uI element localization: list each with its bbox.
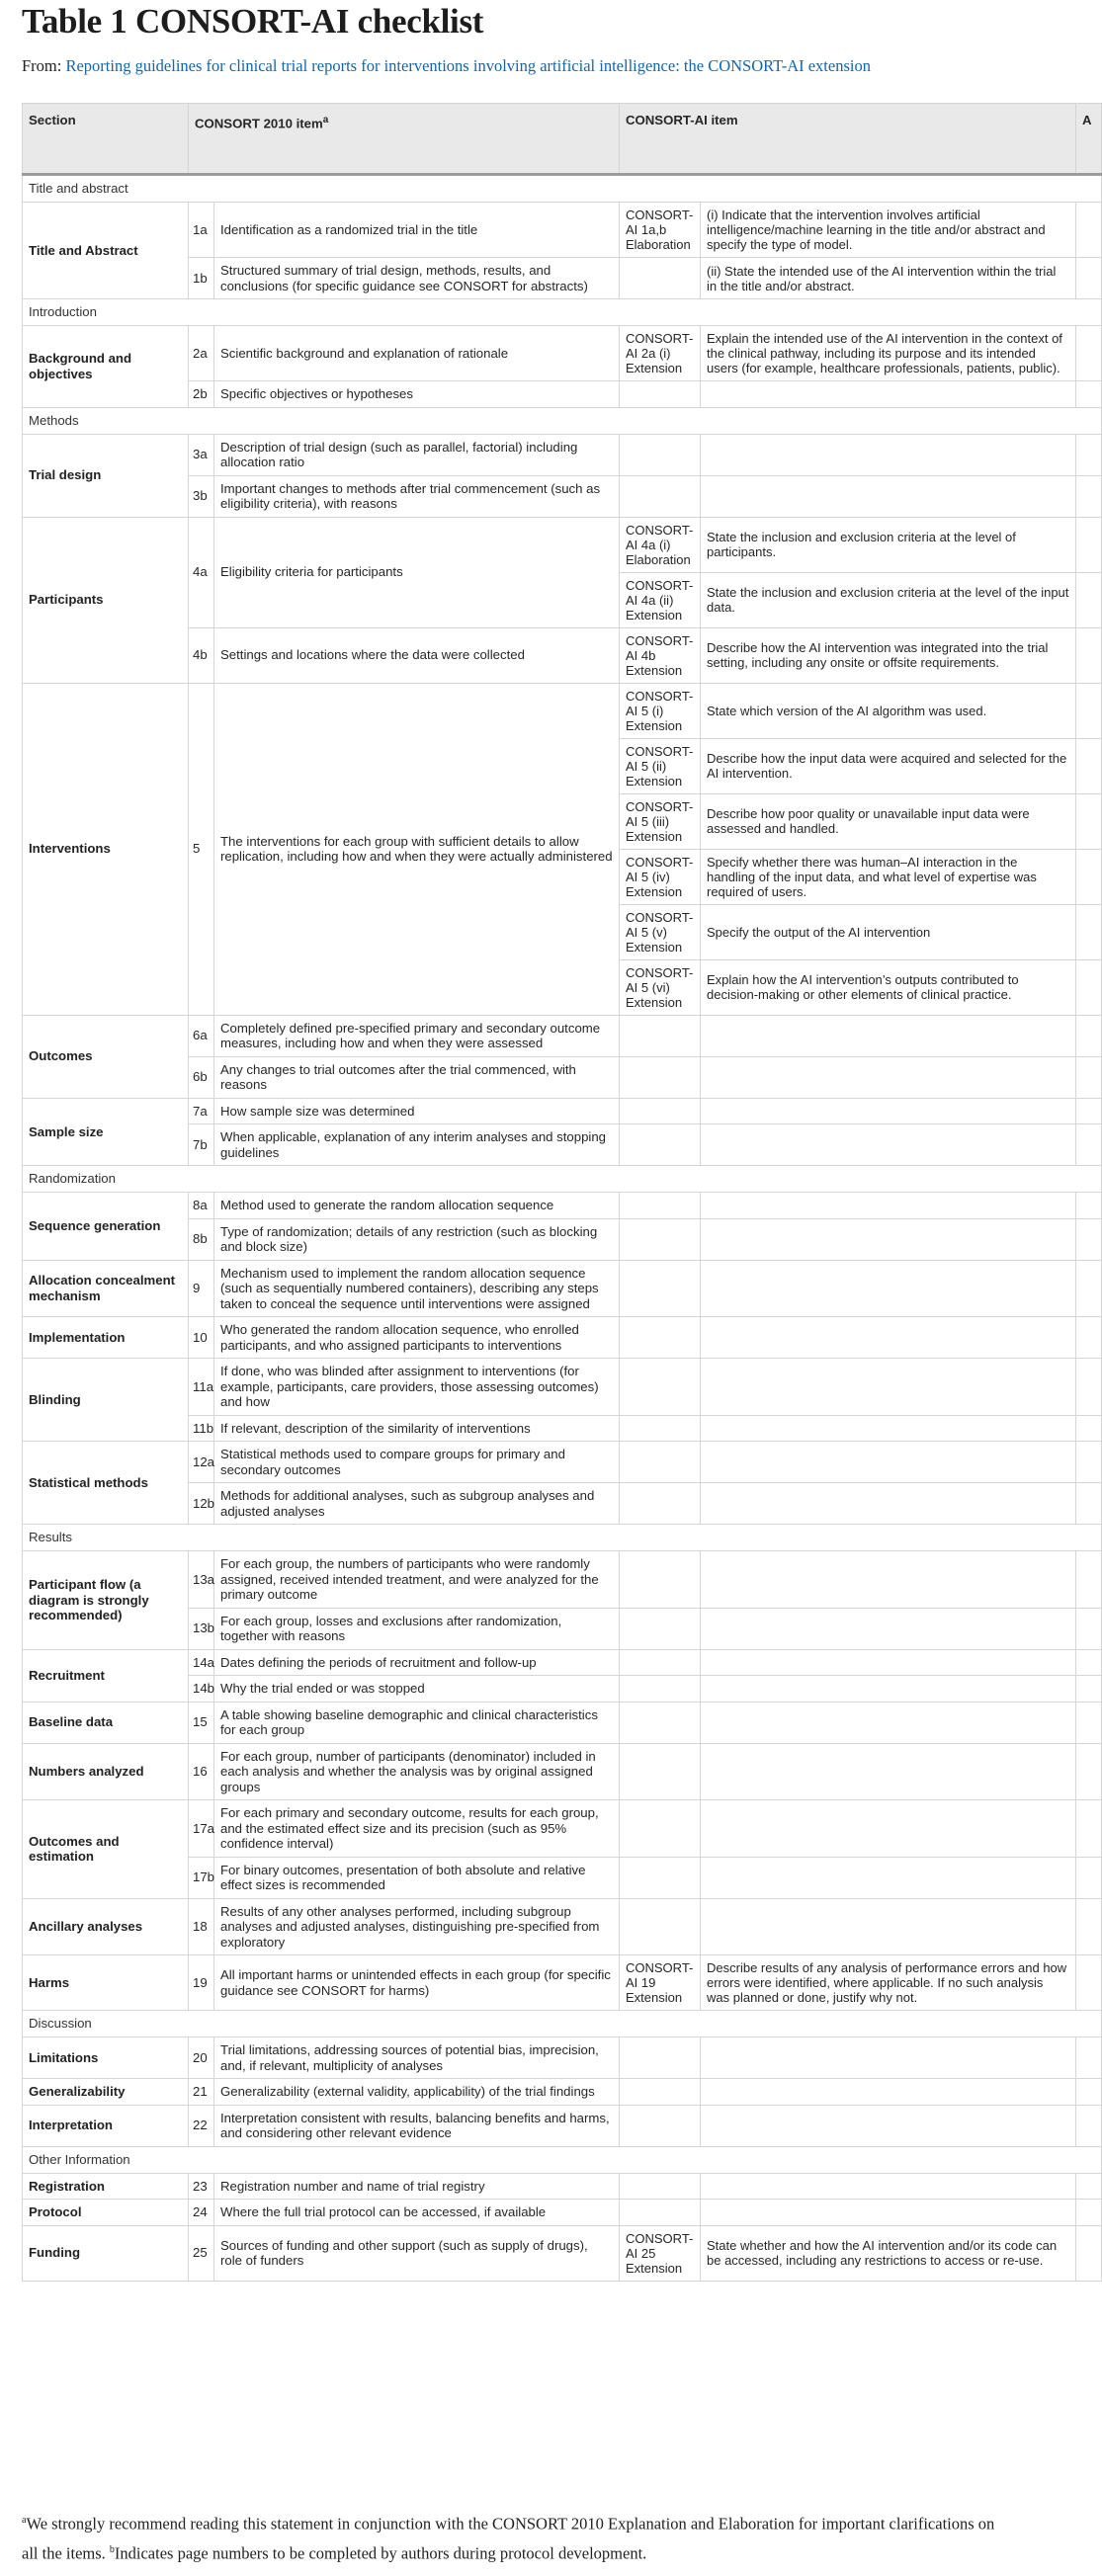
consort-ai-item-description: State the inclusion and exclusion criteria at the level of the input data.	[701, 572, 1076, 627]
table-row	[23, 1743, 1102, 1800]
section-name: Sequence generation	[23, 1193, 189, 1261]
consort-ai-item-id	[620, 381, 701, 408]
consort-ai-item-description	[701, 1857, 1076, 1898]
page-number-cell	[1076, 2105, 1102, 2146]
page-number-cell	[1076, 2225, 1102, 2281]
consort-ai-item-id	[620, 1743, 701, 1800]
consort-ai-item-description	[701, 1317, 1076, 1359]
consort-ai-item-id	[620, 1193, 701, 1219]
header-section: Section	[23, 104, 189, 175]
section-name: Numbers analyzed	[23, 1743, 189, 1800]
consort-ai-item-id	[620, 2200, 701, 2226]
page-number-cell	[1076, 2200, 1102, 2226]
table-row	[23, 1098, 1102, 1124]
consort-ai-item-description	[701, 2079, 1076, 2106]
consort-ai-item-id	[620, 1649, 701, 1676]
section-group-row	[23, 407, 1102, 434]
consort-ai-item-description: Describe results of any analysis of performance errors and how errors were identified, where applicable. If no such analysis was planned or done, justify why not.	[701, 1955, 1076, 2011]
table-row	[23, 1898, 1102, 1955]
page-number-cell	[1076, 1193, 1102, 1219]
footnote-b	[22, 2537, 1067, 2567]
item-description: Trial limitations, addressing sources of potential bias, imprecision, and, if relevant, multiplicity of analyses	[214, 2037, 620, 2079]
section-name: Participants	[23, 517, 189, 683]
table-row	[23, 2105, 1102, 2146]
section-name: Interpretation	[23, 2105, 189, 2146]
section-name: Title and Abstract	[23, 203, 189, 299]
source-line	[22, 56, 871, 76]
consort-ai-item-id	[620, 1702, 701, 1743]
section-group-row	[23, 299, 1102, 326]
consort-ai-item-id: CONSORT-AI 4b Extension	[620, 627, 701, 683]
item-description: Type of randomization; details of any restriction (such as blocking and block size)	[214, 1218, 620, 1260]
section-name: Implementation	[23, 1317, 189, 1359]
page-number-cell	[1076, 1649, 1102, 1676]
table-row	[23, 1955, 1102, 2011]
item-description: For each group, the numbers of participants who were randomly assigned, received intended treatment, and were analyzed for the primary outcome	[214, 1551, 620, 1609]
page-number-cell	[1076, 1415, 1102, 1442]
page-number-cell	[1076, 1955, 1102, 2011]
consort-ai-item-id	[620, 1218, 701, 1260]
item-number: 25	[189, 2225, 214, 2281]
consort-ai-item-id	[620, 1359, 701, 1416]
table-body	[23, 175, 1102, 2282]
consort-ai-item-description	[701, 1193, 1076, 1219]
page-number-cell	[1076, 1483, 1102, 1525]
item-number: 6b	[189, 1056, 214, 1098]
consort-ai-item-id	[620, 1098, 701, 1124]
table-row	[23, 683, 1102, 738]
section-group-row	[23, 1166, 1102, 1193]
consort-ai-item-description: State which version of the AI algorithm was used.	[701, 683, 1076, 738]
section-group-label: Other Information	[23, 2146, 1102, 2173]
table-row	[23, 1317, 1102, 1359]
page-number-cell	[1076, 1898, 1102, 1955]
item-description: Who generated the random allocation sequence, who enrolled participants, and who assigned participants to interventions	[214, 1317, 620, 1359]
item-number: 8a	[189, 1193, 214, 1219]
consort-ai-item-description	[701, 1056, 1076, 1098]
page-number-cell	[1076, 738, 1102, 793]
table-row	[23, 2037, 1102, 2079]
page-number-cell	[1076, 326, 1102, 381]
item-description: A table showing baseline demographic and clinical characteristics for each group	[214, 1702, 620, 1743]
item-number: 11b	[189, 1415, 214, 1442]
section-group-label: Introduction	[23, 299, 1102, 326]
consort-ai-item-id	[620, 1608, 701, 1649]
item-description: Specific objectives or hypotheses	[214, 381, 620, 408]
page-number-cell	[1076, 381, 1102, 408]
consort-ai-item-id	[620, 1317, 701, 1359]
header-consort-ai: CONSORT-AI item	[620, 104, 1076, 175]
item-description: Dates defining the periods of recruitment and follow-up	[214, 1649, 620, 1676]
item-description: For binary outcomes, presentation of both absolute and relative effect sizes is recommended	[214, 1857, 620, 1898]
section-name: Funding	[23, 2225, 189, 2281]
page-number-cell	[1076, 1442, 1102, 1483]
consort-ai-item-id	[620, 475, 701, 517]
section-name: Recruitment	[23, 1649, 189, 1702]
page-number-cell	[1076, 1218, 1102, 1260]
consort-ai-item-description: Specify the output of the AI intervention	[701, 904, 1076, 959]
table-row	[23, 2200, 1102, 2226]
section-name: Outcomes and estimation	[23, 1800, 189, 1899]
consort-ai-item-id: CONSORT-AI 19 Extension	[620, 1955, 701, 2011]
page-number-cell	[1076, 1317, 1102, 1359]
page-number-cell	[1076, 434, 1102, 475]
page-number-cell	[1076, 793, 1102, 849]
item-description: Methods for additional analyses, such as subgroup analyses and adjusted analyses	[214, 1483, 620, 1525]
consort-ai-item-id	[620, 1442, 701, 1483]
section-group-row	[23, 175, 1102, 203]
item-number: 14b	[189, 1676, 214, 1703]
item-description: Structured summary of trial design, methods, results, and conclusions (for specific guidance see CONSORT for abstracts)	[214, 258, 620, 299]
section-group-label: Randomization	[23, 1166, 1102, 1193]
consort-ai-item-id: CONSORT-AI 4a (ii) Extension	[620, 572, 701, 627]
item-number: 20	[189, 2037, 214, 2079]
table-row	[23, 1260, 1102, 1317]
page-number-cell	[1076, 2173, 1102, 2200]
consort-ai-item-description	[701, 1218, 1076, 1260]
table-header-row	[23, 104, 1102, 175]
table-row	[23, 2225, 1102, 2281]
consort-ai-item-id: CONSORT-AI 5 (i) Extension	[620, 683, 701, 738]
section-name: Blinding	[23, 1359, 189, 1442]
consort-ai-item-description: (i) Indicate that the intervention involves artificial intelligence/machine learning in the title and/or abstract and specify the type of model.	[701, 203, 1076, 258]
consort-ai-item-description	[701, 1608, 1076, 1649]
consort-ai-item-id	[620, 1415, 701, 1442]
consort-ai-item-description	[701, 1702, 1076, 1743]
section-name: Registration	[23, 2173, 189, 2200]
item-number: 18	[189, 1898, 214, 1955]
item-number: 4b	[189, 627, 214, 683]
item-description: Registration number and name of trial registry	[214, 2173, 620, 2200]
header-consort2010-footnote-mark: a	[322, 115, 329, 125]
item-number: 11a	[189, 1359, 214, 1416]
item-number: 4a	[189, 517, 214, 627]
consort-ai-item-description	[701, 1898, 1076, 1955]
table-row	[23, 1702, 1102, 1743]
consort-ai-item-description	[701, 1359, 1076, 1416]
footnote-a-text: We strongly recommend reading this statement in conjunction with the CONSORT 2010 Explanation and Elaboration for important clarifications on	[26, 2514, 995, 2534]
consort-ai-item-description: Describe how the AI intervention was integrated into the trial setting, including any onsite or offsite requirements.	[701, 627, 1076, 683]
consort-ai-item-description: Specify whether there was human–AI interaction in the handling of the input data, and what level of expertise was required of users.	[701, 849, 1076, 904]
consort-ai-item-id	[620, 1676, 701, 1703]
page-number-cell	[1076, 1676, 1102, 1703]
consort-ai-item-description	[701, 2105, 1076, 2146]
page-number-cell	[1076, 517, 1102, 572]
page-number-cell	[1076, 2079, 1102, 2106]
consort-ai-item-description	[701, 1743, 1076, 1800]
consort-ai-item-description	[701, 1124, 1076, 1166]
consort-ai-item-id: CONSORT-AI 5 (iii) Extension	[620, 793, 701, 849]
consort-ai-item-id	[620, 1898, 701, 1955]
consort-ai-item-id: CONSORT-AI 25 Extension	[620, 2225, 701, 2281]
page-number-cell	[1076, 627, 1102, 683]
table-row	[23, 203, 1102, 258]
consort-ai-item-id	[620, 1857, 701, 1898]
item-number: 12b	[189, 1483, 214, 1525]
table-row	[23, 2173, 1102, 2200]
section-name: Limitations	[23, 2037, 189, 2079]
page-number-cell	[1076, 1551, 1102, 1609]
consort-ai-item-id: CONSORT-AI 5 (ii) Extension	[620, 738, 701, 793]
item-description: Generalizability (external validity, applicability) of the trial findings	[214, 2079, 620, 2106]
table-row	[23, 1442, 1102, 1483]
consort-ai-item-description	[701, 1649, 1076, 1676]
section-name: Participant flow (a diagram is strongly recommended)	[23, 1551, 189, 1650]
consort-ai-item-id	[620, 2173, 701, 2200]
page-number-cell	[1076, 572, 1102, 627]
item-number: 8b	[189, 1218, 214, 1260]
item-description: If relevant, description of the similarity of interventions	[214, 1415, 620, 1442]
consort-ai-item-id: CONSORT-AI 4a (i) Elaboration	[620, 517, 701, 572]
item-number: 1a	[189, 203, 214, 258]
consort-ai-item-description	[701, 1415, 1076, 1442]
item-number: 1b	[189, 258, 214, 299]
consort-ai-item-id	[620, 2037, 701, 2079]
section-group-label: Results	[23, 1525, 1102, 1551]
page-number-cell	[1076, 475, 1102, 517]
page-number-cell	[1076, 1015, 1102, 1056]
item-number: 10	[189, 1317, 214, 1359]
section-name: Allocation concealment mechanism	[23, 1260, 189, 1317]
item-description: Completely defined pre-specified primary and secondary outcome measures, including how and when they were assessed	[214, 1015, 620, 1056]
source-article-link[interactable]: Reporting guidelines for clinical trial reports for interventions involving artificial intelligence: the CONSORT-AI extension	[65, 56, 871, 75]
consort-ai-item-description	[701, 381, 1076, 408]
item-number: 16	[189, 1743, 214, 1800]
item-number: 21	[189, 2079, 214, 2106]
item-number: 7a	[189, 1098, 214, 1124]
footnotes	[22, 2508, 1067, 2566]
consort-ai-item-description	[701, 1676, 1076, 1703]
consort-ai-item-id	[620, 2079, 701, 2106]
item-number: 24	[189, 2200, 214, 2226]
item-description: Any changes to trial outcomes after the trial commenced, with reasons	[214, 1056, 620, 1098]
table-row	[23, 1649, 1102, 1676]
page-number-cell	[1076, 683, 1102, 738]
section-name: Background and objectives	[23, 326, 189, 408]
table-row	[23, 1551, 1102, 1609]
consort-ai-item-description: (ii) State the intended use of the AI intervention within the trial in the title and/or abstract.	[701, 258, 1076, 299]
consort-ai-item-description: Describe how poor quality or unavailable input data were assessed and handled.	[701, 793, 1076, 849]
consort-ai-item-id: CONSORT-AI 5 (iv) Extension	[620, 849, 701, 904]
consort-ai-item-description: State whether and how the AI intervention and/or its code can be accessed, including any restrictions to access or re-use.	[701, 2225, 1076, 2281]
item-number: 13b	[189, 1608, 214, 1649]
table-row	[23, 326, 1102, 381]
consort-ai-item-id	[620, 1483, 701, 1525]
section-name: Baseline data	[23, 1702, 189, 1743]
consort-ai-item-id	[620, 258, 701, 299]
consort-ai-item-description	[701, 434, 1076, 475]
item-number: 15	[189, 1702, 214, 1743]
item-description: The interventions for each group with sufficient details to allow replication, including how and when they were actually administered	[214, 683, 620, 1015]
consort-ai-item-id	[620, 1015, 701, 1056]
item-number: 3b	[189, 475, 214, 517]
page-number-cell	[1076, 1124, 1102, 1166]
consort-ai-item-description	[701, 1015, 1076, 1056]
item-description: All important harms or unintended effects in each group (for specific guidance see CONSORT for harms)	[214, 1955, 620, 2011]
page-number-cell	[1076, 1743, 1102, 1800]
item-number: 3a	[189, 434, 214, 475]
consort-ai-item-id	[620, 1124, 701, 1166]
item-number: 22	[189, 2105, 214, 2146]
consort-ai-item-description: State the inclusion and exclusion criteria at the level of participants.	[701, 517, 1076, 572]
checklist-table	[22, 103, 1102, 2282]
header-consort2010-label: CONSORT 2010 item	[195, 116, 323, 131]
section-name: Generalizability	[23, 2079, 189, 2106]
section-group-label: Title and abstract	[23, 175, 1102, 203]
item-description: Results of any other analyses performed, including subgroup analyses and adjusted analyses, distinguishing pre-specified from exploratory	[214, 1898, 620, 1955]
consort-ai-item-description: Explain how the AI intervention’s outputs contributed to decision-making or other elements of clinical practice.	[701, 959, 1076, 1015]
page-number-cell	[1076, 1608, 1102, 1649]
footnote-a-text-end: all the items.	[22, 2543, 110, 2562]
item-number: 23	[189, 2173, 214, 2200]
item-description: Description of trial design (such as parallel, factorial) including allocation ratio	[214, 434, 620, 475]
consort-ai-item-description	[701, 1800, 1076, 1858]
item-number: 5	[189, 683, 214, 1015]
table-row	[23, 1193, 1102, 1219]
table-row	[23, 434, 1102, 475]
checklist-table-container[interactable]	[22, 103, 1092, 2494]
item-description: Important changes to methods after trial commencement (such as eligibility criteria), with reasons	[214, 475, 620, 517]
item-description: For each group, losses and exclusions after randomization, together with reasons	[214, 1608, 620, 1649]
page-number-cell	[1076, 1800, 1102, 1858]
page-number-cell	[1076, 1098, 1102, 1124]
item-description: For each group, number of participants (denominator) included in each analysis and whether the analysis was by original assigned groups	[214, 1743, 620, 1800]
section-name: Trial design	[23, 434, 189, 517]
footnote-b-mark: b	[109, 2543, 115, 2555]
section-name: Protocol	[23, 2200, 189, 2226]
item-description: Interpretation consistent with results, balancing benefits and harms, and considering other relevant evidence	[214, 2105, 620, 2146]
consort-ai-item-id	[620, 1056, 701, 1098]
item-description: Statistical methods used to compare groups for primary and secondary outcomes	[214, 1442, 620, 1483]
consort-ai-item-id	[620, 1551, 701, 1609]
section-name: Outcomes	[23, 1015, 189, 1098]
item-description: Eligibility criteria for participants	[214, 517, 620, 627]
section-name: Interventions	[23, 683, 189, 1015]
page-number-cell	[1076, 2037, 1102, 2079]
section-group-row	[23, 2146, 1102, 2173]
item-description: Settings and locations where the data were collected	[214, 627, 620, 683]
item-number: 6a	[189, 1015, 214, 1056]
item-number: 17b	[189, 1857, 214, 1898]
consort-ai-item-description: Describe how the input data were acquired and selected for the AI intervention.	[701, 738, 1076, 793]
consort-ai-item-id	[620, 1260, 701, 1317]
page-number-cell	[1076, 1260, 1102, 1317]
table-row	[23, 1015, 1102, 1056]
item-description: If done, who was blinded after assignment to interventions (for example, participants, care providers, those assessing outcomes) and how	[214, 1359, 620, 1416]
page-number-cell	[1076, 258, 1102, 299]
consort-ai-item-description	[701, 1551, 1076, 1609]
table-row	[23, 517, 1102, 572]
page-number-cell	[1076, 959, 1102, 1015]
consort-ai-item-description: Explain the intended use of the AI intervention in the context of the clinical pathway, including its purpose and its intended users (for example, healthcare professionals, patients, public).	[701, 326, 1076, 381]
item-number: 19	[189, 1955, 214, 2011]
section-name: Statistical methods	[23, 1442, 189, 1525]
footnote-b-text: Indicates page numbers to be completed by authors during protocol development.	[114, 2543, 647, 2562]
item-number: 14a	[189, 1649, 214, 1676]
item-description: For each primary and secondary outcome, results for each group, and the estimated effect size and its precision (such as 95% confidence interval)	[214, 1800, 620, 1858]
item-description: Method used to generate the random allocation sequence	[214, 1193, 620, 1219]
section-name: Harms	[23, 1955, 189, 2011]
section-group-label: Methods	[23, 407, 1102, 434]
page-title: Table 1 CONSORT-AI checklist	[22, 2, 484, 41]
source-prefix: From:	[22, 56, 66, 75]
item-description: Where the full trial protocol can be accessed, if available	[214, 2200, 620, 2226]
item-description: How sample size was determined	[214, 1098, 620, 1124]
page-number-cell	[1076, 1857, 1102, 1898]
footnote-a-mark: a	[22, 2515, 27, 2526]
item-number: 7b	[189, 1124, 214, 1166]
table-row	[23, 2079, 1102, 2106]
consort-ai-item-description	[701, 475, 1076, 517]
page-number-cell	[1076, 904, 1102, 959]
item-number: 12a	[189, 1442, 214, 1483]
item-description: Identification as a randomized trial in the title	[214, 203, 620, 258]
item-number: 2b	[189, 381, 214, 408]
page-number-cell	[1076, 849, 1102, 904]
item-description: Sources of funding and other support (such as supply of drugs), role of funders	[214, 2225, 620, 2281]
item-number: 2a	[189, 326, 214, 381]
consort-ai-item-id: CONSORT-AI 5 (v) Extension	[620, 904, 701, 959]
footnote-a	[22, 2508, 1067, 2537]
item-description: Scientific background and explanation of rationale	[214, 326, 620, 381]
consort-ai-item-description	[701, 1483, 1076, 1525]
section-group-row	[23, 1525, 1102, 1551]
page-number-cell	[1076, 1056, 1102, 1098]
item-description: When applicable, explanation of any interim analyses and stopping guidelines	[214, 1124, 620, 1166]
header-consort2010	[189, 104, 620, 175]
consort-ai-item-description	[701, 1442, 1076, 1483]
consort-ai-item-description	[701, 2200, 1076, 2226]
consort-ai-item-id	[620, 434, 701, 475]
consort-ai-item-description	[701, 1260, 1076, 1317]
section-name: Sample size	[23, 1098, 189, 1166]
section-group-row	[23, 2011, 1102, 2037]
table-row	[23, 1800, 1102, 1858]
consort-ai-item-id	[620, 2105, 701, 2146]
item-description: Mechanism used to implement the random allocation sequence (such as sequentially numbered containers), describing any steps taken to conceal the sequence until interventions were assigned	[214, 1260, 620, 1317]
consort-ai-item-description	[701, 1098, 1076, 1124]
item-number: 17a	[189, 1800, 214, 1858]
item-number: 13a	[189, 1551, 214, 1609]
consort-ai-item-id: CONSORT-AI 2a (i) Extension	[620, 326, 701, 381]
page-number-cell	[1076, 1359, 1102, 1416]
item-number: 9	[189, 1260, 214, 1317]
consort-ai-item-description	[701, 2037, 1076, 2079]
table-row	[23, 1359, 1102, 1416]
item-description: Why the trial ended or was stopped	[214, 1676, 620, 1703]
section-group-label: Discussion	[23, 2011, 1102, 2037]
consort-ai-item-id	[620, 1800, 701, 1858]
page-number-cell	[1076, 1702, 1102, 1743]
consort-ai-item-id: CONSORT-AI 1a,b Elaboration	[620, 203, 701, 258]
header-page-number: A	[1076, 104, 1102, 175]
consort-ai-item-id: CONSORT-AI 5 (vi) Extension	[620, 959, 701, 1015]
page-number-cell	[1076, 203, 1102, 258]
consort-ai-item-description	[701, 2173, 1076, 2200]
section-name: Ancillary analyses	[23, 1898, 189, 1955]
